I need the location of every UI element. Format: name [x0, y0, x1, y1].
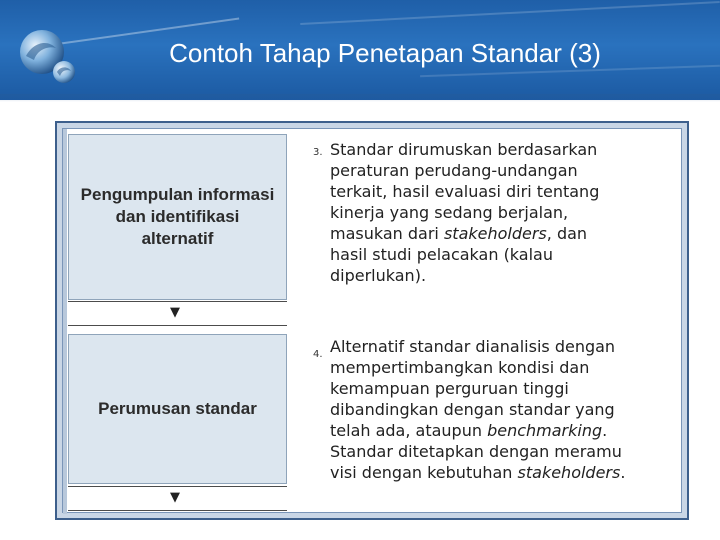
- step-text-part: Alternatif standar dianalisis dengan mempertimbangkan kondisi dan kemampuan perguruan tinggi dibandingkan dengan standar yang telah ada, ataupun: [330, 337, 616, 440]
- stage-divider: [68, 301, 287, 302]
- step-description: [330, 336, 690, 483]
- step-text-italic: benchmarking: [487, 421, 603, 440]
- step-number: 3.: [313, 147, 323, 158]
- down-triangle-icon: ▼: [170, 305, 180, 320]
- stage-divider: [68, 325, 287, 326]
- slide-title: Contoh Tahap Penetapan Standar (3): [169, 38, 601, 68]
- stage-divider: [68, 510, 287, 511]
- step-text-part: .: [620, 463, 626, 482]
- stage-divider: [68, 486, 287, 487]
- diagram-inner: [62, 128, 682, 513]
- step-text-italic: stakeholders: [517, 463, 621, 482]
- frame-shade: [63, 129, 67, 514]
- diagram-frame: [55, 121, 689, 520]
- step-text-italic: stakeholders: [443, 224, 547, 243]
- header-shadow: [0, 94, 720, 102]
- step-text-part: , dan hasil studi pelacakan (kalau diperlukan).: [330, 224, 588, 285]
- step-number: 4.: [313, 349, 323, 360]
- stage-box-pengumpulan: [68, 134, 287, 300]
- step-text-part: . Standar ditetapkan dengan meramu visi dengan kebutuhan: [330, 421, 622, 482]
- header-decoration: [300, 1, 720, 25]
- stage-box-perumusan: [68, 334, 287, 484]
- step-text-part: Standar dirumuskan berdasarkan peraturan perudang-undangan terkait, hasil evaluasi diri tentang kinerja yang sedang berjalan, masukan dari: [330, 140, 600, 243]
- step-description: [330, 139, 690, 286]
- down-triangle-icon: ▼: [170, 490, 180, 505]
- stage-label: Perumusan standar: [98, 399, 257, 418]
- stage-label: Pengumpulan informasi dan identifikasi alternatif: [80, 185, 275, 248]
